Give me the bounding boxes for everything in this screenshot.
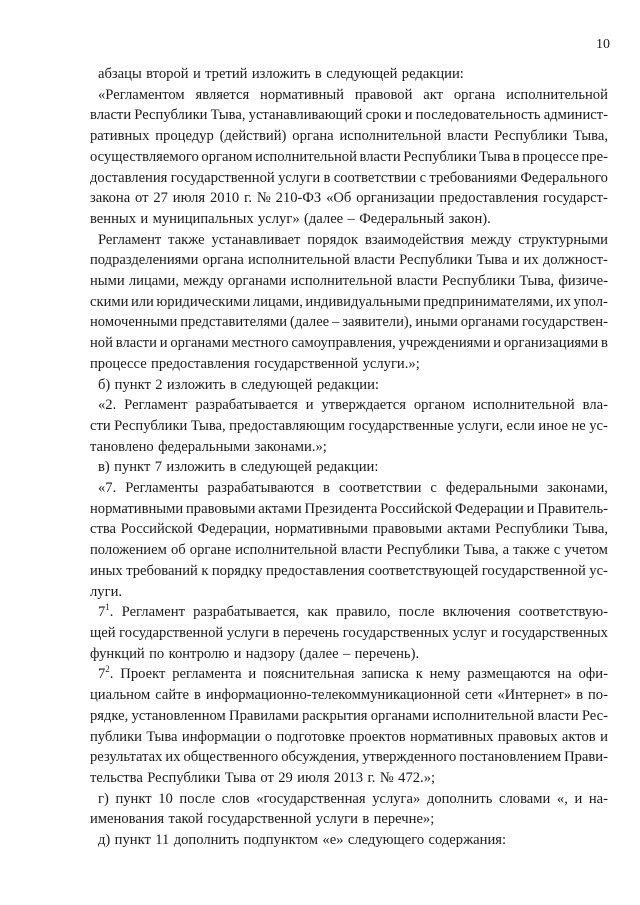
text-line: щей государственной услуги в перечень государственных услуг и государственных bbox=[90, 624, 608, 641]
text-line: «2. Регламент разрабатывается и утверждается органом исполнительной вла- bbox=[98, 397, 608, 414]
page-number: 10 bbox=[596, 37, 610, 52]
text-line: власти Республики Тыва, устанавливающий сроки и последовательность админист- bbox=[90, 107, 608, 124]
text-line: скими или юридическими лицами, индивидуальными предпринимателями, их упол- bbox=[90, 293, 608, 310]
text-line: сти Республики Тыва, предоставляющим государственные услуги, если иное не ус- bbox=[90, 417, 608, 434]
text-line: иных требований к порядку предоставления соответствующей государственной ус- bbox=[90, 562, 608, 579]
text-line: нормативными правовыми актами Президента Российской Федерации и Правитель- bbox=[90, 500, 608, 517]
text-line: б) пункт 2 изложить в следующей редакции: bbox=[98, 376, 379, 393]
text-line: тельства Республики Тыва от 29 июля 2013 г. № 472.»; bbox=[90, 769, 436, 786]
text-line: результатах их общественного обсуждения, утвержденного постановлением Прави- bbox=[90, 749, 608, 766]
text-line: луги. bbox=[90, 583, 123, 600]
text-line: тановлено федеральными законами.»; bbox=[90, 438, 327, 455]
text-line: ными лицами, между органами исполнительной власти Республики Тыва, физиче- bbox=[90, 273, 608, 290]
document-body bbox=[90, 64, 608, 851]
text-line: абзацы второй и третий изложить в следующей редакции: bbox=[98, 66, 464, 82]
text-line: функций по контролю и надзору (далее – перечень). bbox=[90, 645, 420, 662]
text-line: $7^2$. Проект регламента и пояснительная записка к нему размещаются на офи- bbox=[98, 664, 608, 683]
text-line: рядке, установленном Правилами раскрытия органами исполнительной власти Рес- bbox=[90, 707, 608, 724]
text-line: положением об органе исполнительной власти Республики Тыва, а также с учетом bbox=[90, 542, 608, 559]
text-line: г) пункт 10 после слов «государственная услуга» дополнить словами «, и на- bbox=[98, 790, 608, 807]
text-line: процессе предоставления государственной услуги.»; bbox=[90, 355, 420, 372]
text-line: осуществляемого органом исполнительной власти Республики Тыва в процессе пре- bbox=[90, 148, 608, 165]
text-line: закона от 27 июля 2010 г. № 210-ФЗ «Об организации предоставления государст- bbox=[90, 190, 608, 207]
text-line: ства Российской Федерации, нормативными правовыми актами Республики Тыва, bbox=[90, 521, 608, 538]
text-line: д) пункт 11 дополнить подпунктом «е» следующего содержания: bbox=[98, 832, 507, 849]
text-line: доставления государственной услуги в соответствии с требованиями Федерального bbox=[90, 169, 608, 186]
text-line: Регламент также устанавливает порядок взаимодействия между структурными bbox=[98, 231, 608, 248]
text-line: «7. Регламенты разрабатываются в соответствии с федеральными законами, bbox=[98, 480, 608, 497]
text-line: публики Тыва информации о подготовке проектов нормативных правовых актов и bbox=[90, 728, 608, 745]
text-line: именования такой государственной услуги в перечне»; bbox=[90, 811, 435, 828]
text-line: номоченными представителями (далее – заявители), иными органами государствен- bbox=[90, 314, 608, 331]
text-line: циальном сайте в информационно-телекоммуникационной сети «Интернет» в по- bbox=[90, 687, 608, 704]
text-line: в) пункт 7 изложить в следующей редакции: bbox=[98, 459, 379, 476]
text-line: «Регламентом является нормативный правовой акт органа исполнительной bbox=[98, 86, 608, 103]
text-line: ной власти и органами местного самоуправления, учреждениями и организациями в bbox=[90, 335, 608, 352]
text-line: подразделениями органа исполнительной власти Республики Тыва и их должност- bbox=[90, 252, 608, 269]
text-line: $7^1$. Регламент разрабатывается, как правило, после включения соответствую- bbox=[98, 602, 608, 621]
text-line: венных и муниципальных услуг» (далее – Федеральный закон). bbox=[90, 210, 491, 227]
text-line: ративных процедур (действий) органа исполнительной власти Республики Тыва, bbox=[90, 128, 608, 145]
